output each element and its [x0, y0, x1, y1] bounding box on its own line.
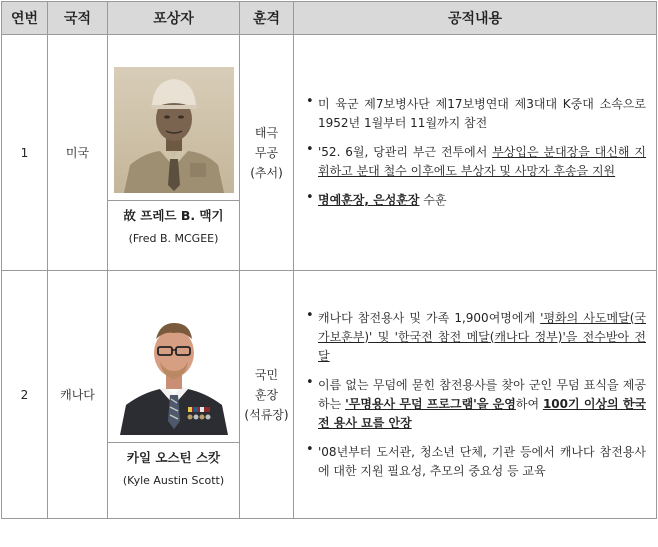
merit-text-segment: '52. 6월, 당관리 부근 전투에서 — [318, 145, 493, 159]
award-cell — [240, 35, 294, 271]
award-line: (추서) — [250, 165, 283, 180]
merit-text-segment: 하여 — [515, 396, 543, 411]
award-line: 태극 — [254, 125, 279, 140]
merit-bullet-list — [304, 309, 646, 481]
merit-bullet-list — [304, 95, 646, 210]
row-country: 미국 — [48, 35, 108, 271]
header-num: 연번 — [2, 2, 48, 35]
merit-details — [294, 271, 657, 519]
merit-bullet — [304, 191, 646, 210]
recipient-photo-scott — [114, 309, 234, 435]
award-cell — [240, 271, 294, 519]
table-row — [2, 271, 657, 519]
merit-text-segment: 수훈 — [419, 193, 447, 207]
row-number: 1 — [2, 35, 48, 271]
merit-text-segment: 미 육군 제7보병사단 제17보병연대 제3대대 K중대 소속으로 1952년 1월부터 11월까지 참전 — [318, 97, 646, 130]
merit-text-segment: 부상입은 분대장을 대신해 지휘하고 분대 철수 이후에도 부상자 및 사망자 후송을 지원 — [318, 145, 646, 178]
row-country: 캐나다 — [48, 271, 108, 519]
row-number: 2 — [2, 271, 48, 519]
merit-bullet — [304, 143, 646, 181]
award-line: 무공 — [254, 145, 279, 160]
merit-text-segment: '무명용사 무덤 프로그램'을 운영 — [345, 396, 516, 411]
header-country: 국적 — [48, 2, 108, 35]
honor-table — [1, 1, 657, 519]
header-recipient: 포상자 — [108, 2, 240, 35]
merit-text-segment: 캐나다 참전용사 및 가족 1,900여명에게 — [318, 310, 541, 325]
merit-text-segment: 100기 이상의 한국전 용사 묘를 안장 — [318, 396, 647, 430]
recipient-name-en: (Kyle Austin Scott) — [122, 474, 225, 487]
merit-text-segment: '평화의 사도메달(국가보훈부)' 및 '한국전 참전 메달(캐나다 정부)'을 전수받아 전달 — [318, 310, 646, 363]
merit-text-segment: 명예훈장, 은성훈장 — [318, 193, 420, 207]
recipient-cell — [108, 35, 240, 271]
recipient-photo-mcgee — [114, 67, 234, 193]
merit-bullet — [304, 376, 646, 433]
merit-text-segment: 이름 없는 무덤에 묻힌 참전용사를 찾아 군인 무덤 표식을 제공하는 — [318, 377, 646, 411]
award-line: 훈장 — [254, 387, 279, 402]
merit-bullet — [304, 95, 646, 133]
merit-text-segment: '08년부터 도서관, 청소년 단체, 기관 등에서 캐나다 참전용사에 대한 지원 필요성, 추모의 중요성 등 교육 — [318, 444, 646, 478]
award-line: (석류장) — [244, 407, 289, 422]
merit-details — [294, 35, 657, 271]
header-award: 훈격 — [240, 2, 294, 35]
recipient-name-en: (Fred B. MCGEE) — [128, 232, 219, 245]
recipient-cell — [108, 271, 240, 519]
table-row — [2, 35, 657, 271]
award-line: 국민 — [254, 367, 279, 382]
merit-bullet — [304, 309, 646, 366]
recipient-name-ko: 카일 오스틴 스캇 — [126, 450, 221, 465]
header-row — [2, 2, 657, 35]
recipient-name-ko: 故 프레드 B. 맥기 — [123, 208, 224, 223]
merit-bullet — [304, 443, 646, 481]
header-details: 공적내용 — [294, 2, 657, 35]
